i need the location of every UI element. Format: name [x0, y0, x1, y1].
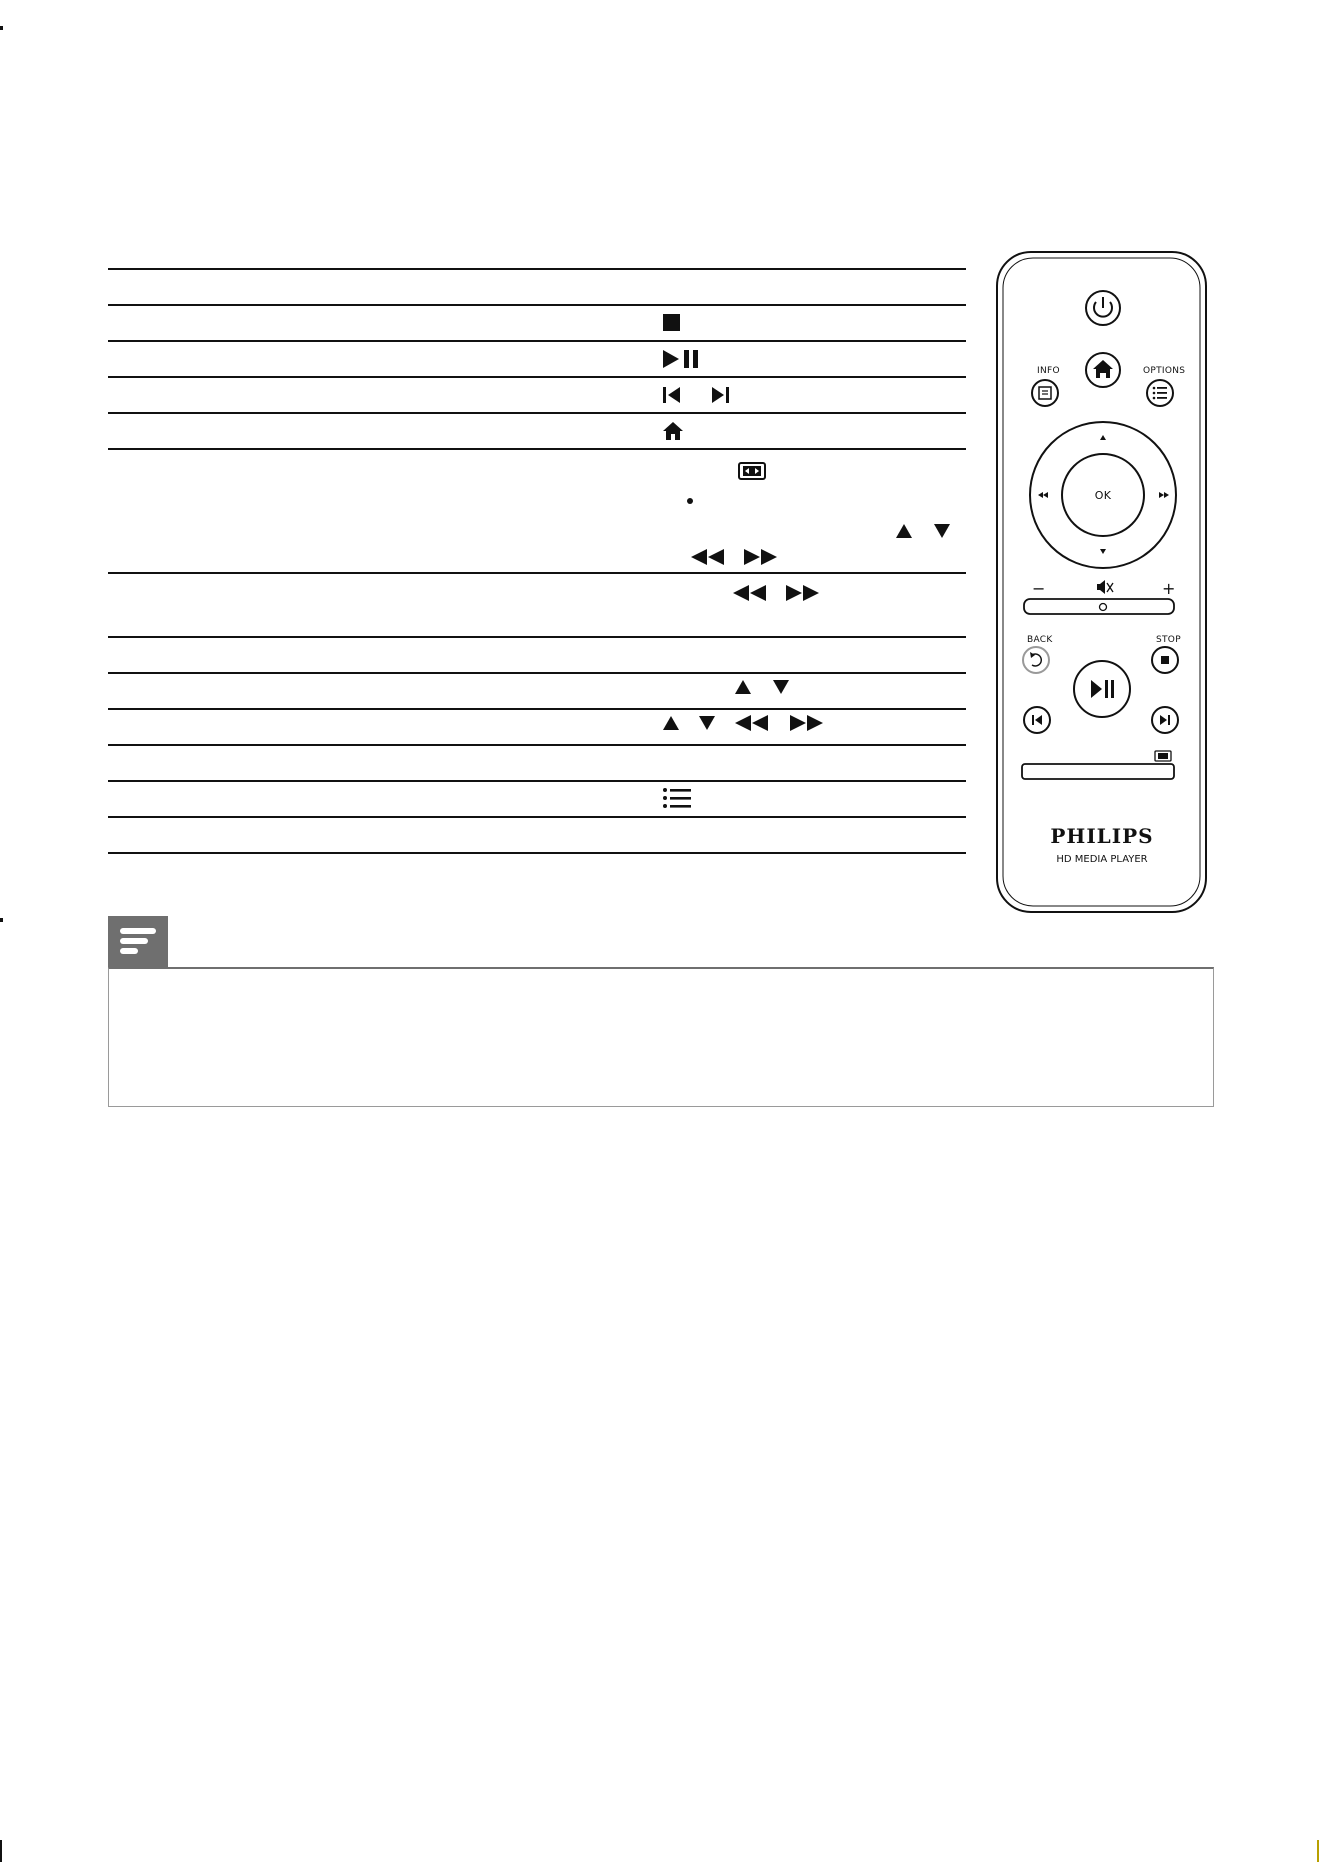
table-row-stop — [662, 308, 682, 338]
bullet-icon — [686, 497, 694, 505]
play-pause-icon — [662, 348, 704, 370]
fast-forward-icon — [784, 584, 820, 602]
table-row-options — [662, 783, 692, 813]
table-row-bullet — [686, 486, 694, 516]
table-row-play-pause — [662, 344, 704, 374]
table-rule — [108, 744, 966, 746]
brand-logo: PHILIPS — [1050, 824, 1154, 848]
volume-plus-label: + — [1162, 579, 1176, 598]
stop-button — [1152, 647, 1178, 673]
down-icon — [933, 523, 951, 539]
table-row-prev-next — [662, 380, 730, 410]
table-rule — [108, 572, 966, 574]
up-icon — [662, 715, 680, 731]
mute-icon — [1097, 580, 1113, 594]
table-row-aspect — [738, 456, 766, 486]
info-button — [1032, 380, 1058, 406]
ok-label: OK — [1094, 489, 1112, 502]
note-box — [108, 967, 1214, 1107]
aspect-bar — [1022, 764, 1174, 779]
table-rule — [108, 636, 966, 638]
rewind-icon — [734, 714, 770, 732]
back-button — [1023, 647, 1049, 673]
previous-icon — [662, 385, 682, 405]
crop-mark-top-left — [0, 26, 3, 30]
up-icon — [895, 523, 913, 539]
back-label: BACK — [1027, 635, 1053, 645]
power-button — [1086, 291, 1120, 325]
table-rule — [108, 780, 966, 782]
crop-mark-bottom-right — [1317, 1840, 1319, 1862]
product-name: HD MEDIA PLAYER — [1056, 854, 1148, 865]
table-rule — [108, 376, 966, 378]
stop-label: STOP — [1156, 635, 1181, 645]
table-row-up-down — [895, 516, 951, 546]
home-icon — [662, 421, 684, 441]
table-rule — [108, 448, 966, 450]
remote-control-illustration — [995, 250, 1208, 914]
note-tab — [108, 916, 168, 968]
info-label: INFO — [1037, 366, 1060, 376]
fast-forward-icon — [788, 714, 824, 732]
rewind-icon — [732, 584, 768, 602]
table-rule — [108, 304, 966, 306]
table-row-nav — [662, 708, 824, 738]
down-icon — [698, 715, 716, 731]
volume-minus-label: − — [1032, 579, 1046, 598]
table-row-up-down-2 — [734, 672, 790, 702]
table-rule — [108, 340, 966, 342]
aspect-ratio-icon — [738, 462, 766, 480]
table-rule — [108, 268, 966, 270]
table-row-search — [732, 578, 820, 608]
down-icon — [772, 679, 790, 695]
next-button — [1152, 707, 1178, 733]
table-rule — [108, 816, 966, 818]
options-label: OPTIONS — [1143, 366, 1186, 376]
table-row-rew-ff — [690, 542, 778, 572]
options-button — [1147, 380, 1173, 406]
note-icon — [108, 916, 168, 968]
rewind-icon — [690, 548, 726, 566]
table-row-home — [662, 416, 684, 446]
play-pause-button — [1074, 661, 1130, 717]
home-button — [1086, 353, 1120, 387]
next-icon — [710, 385, 730, 405]
up-icon — [734, 679, 752, 695]
table-rule — [108, 852, 966, 854]
fast-forward-icon — [742, 548, 778, 566]
table-rule — [108, 672, 966, 674]
table-rule — [108, 708, 966, 710]
table-rule — [108, 412, 966, 414]
crop-mark-bottom-left — [0, 1840, 2, 1862]
options-list-icon — [662, 786, 692, 810]
crop-mark-left-mid — [0, 918, 3, 922]
previous-button — [1024, 707, 1050, 733]
stop-icon — [662, 313, 682, 333]
aspect-ratio-icon — [1155, 751, 1171, 761]
